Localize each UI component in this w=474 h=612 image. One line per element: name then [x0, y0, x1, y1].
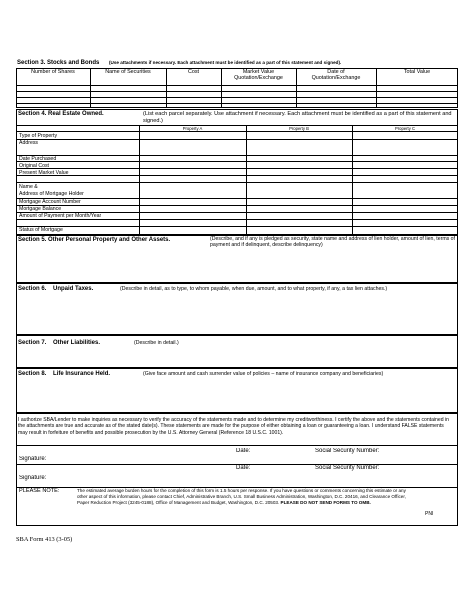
row-mortgage-balance: Mortgage Balance: [19, 206, 62, 212]
pni-label: PNI: [425, 511, 434, 517]
please-note-body: The estimated average burden hours for the completion of this form is 1.5 hours per response. If you have questions or comments concerning this estimate or any other aspect of this information, please contact Chief, Administrative Branch, U.S. Small Business Administration, Washington, D.C. 20416, and Clearance Officer, Paper Reduction Project (3245-0188), Office of Management and Budget, Washington, D.C. 20503.: [77, 488, 406, 505]
section3-header: [17, 60, 457, 66]
please-note-text: [77, 488, 407, 505]
row-amount-of-payment: Amount of Payment per Month/Year: [19, 213, 102, 219]
col-number-of-shares: Number of Shares: [31, 69, 75, 75]
section4-header: [18, 111, 138, 117]
section4-title: Section 4. Real Estate Owned.: [18, 111, 104, 117]
signature-label-2: Signature:: [19, 475, 47, 481]
please-note-label: PLEASE NOTE:: [19, 488, 60, 494]
col-name-of-securities: Name of Securities: [105, 69, 151, 75]
section3-title: Section 3. Stocks and Bonds: [17, 60, 100, 66]
property-c-header: Property C: [394, 126, 415, 131]
section7-note: (Describe in detail.): [134, 340, 179, 346]
section7-title: Section 7. Other Liabilities.: [18, 340, 101, 346]
section6-note: (Describe in detail, as to type, to whom payable, when due, amount, and to what property, if any, a tax lien attaches.): [120, 286, 388, 292]
please-note-bold: PLEASE DO NOT SEND FORMS TO OMB.: [280, 499, 371, 505]
row-address: Address: [19, 140, 39, 146]
date-label-1: Date:: [236, 448, 251, 454]
section4-note: (List each parcel separately. Use attachment if necessary. Each attachment must be identified as a part of this statement and signed.): [143, 111, 452, 124]
row-type-of-property: Type of Property: [19, 133, 58, 139]
signature-label-1: Signature:: [19, 456, 47, 462]
row-present-market-value: Present Market Value: [19, 170, 69, 176]
form-number: SBA Form 413 (3-05): [16, 536, 73, 543]
ssn-label-2: Social Security Number:: [315, 465, 380, 471]
ssn-label-1: Social Security Number:: [315, 448, 380, 454]
row-mortgage-holder: Name & Address of Mortgage Holder: [19, 184, 84, 197]
section3-note: (Use attachments if necessary. Each attachment must be identified as a part of this statement and signed).: [109, 60, 342, 65]
date-label-2: Date:: [236, 465, 251, 471]
section6-title: Section 6. Unpaid Taxes.: [18, 286, 94, 292]
property-b-header: Property B: [289, 126, 309, 131]
property-a-header: Property A: [182, 126, 203, 131]
section8-title: Section 8. Life Insurance Held.: [18, 371, 111, 377]
col-cost: Cost: [187, 69, 200, 75]
row-original-cost: Original Cost: [19, 163, 49, 169]
row-mortgage-account-number: Mortgage Account Number: [19, 199, 81, 205]
section5-note: (Describe, and if any is pledged as security, state name and address of lien holder, amount of lien, terms of payment and if delinquent, describe delinquency): [210, 236, 455, 249]
col-total-value: Total Value: [403, 69, 431, 75]
authorization-text: I authorize SBA/Lender to make inquiries as necessary to verify the accuracy of the statements made and to determine my creditworthiness. I certify the above and the statements contained in the attachments are true and accurate as of the stated date(s). These statements are made for the purpose of either obtaining a loan or guaranteeing a loan. I understand FALSE statements may result in forfeiture of benefits and possible prosecution by the U.S. Attorney General (Reference 18 U.S.C. 1001).: [18, 417, 449, 436]
section8-note: (Give face amount and cash surrender value of policies – name of insurance company and beneficiaries): [143, 371, 384, 377]
section5-title: Section 5. Other Personal Property and Other Assets.: [18, 237, 171, 243]
col-date-of-quotation: Date of Quotation/Exchange: [311, 69, 361, 81]
row-date-purchased: Date Purchased: [19, 156, 57, 162]
row-status-of-mortgage: Status of Mortgage: [19, 227, 63, 233]
col-market-value: Market Value Quotation/Exchange: [234, 69, 283, 81]
